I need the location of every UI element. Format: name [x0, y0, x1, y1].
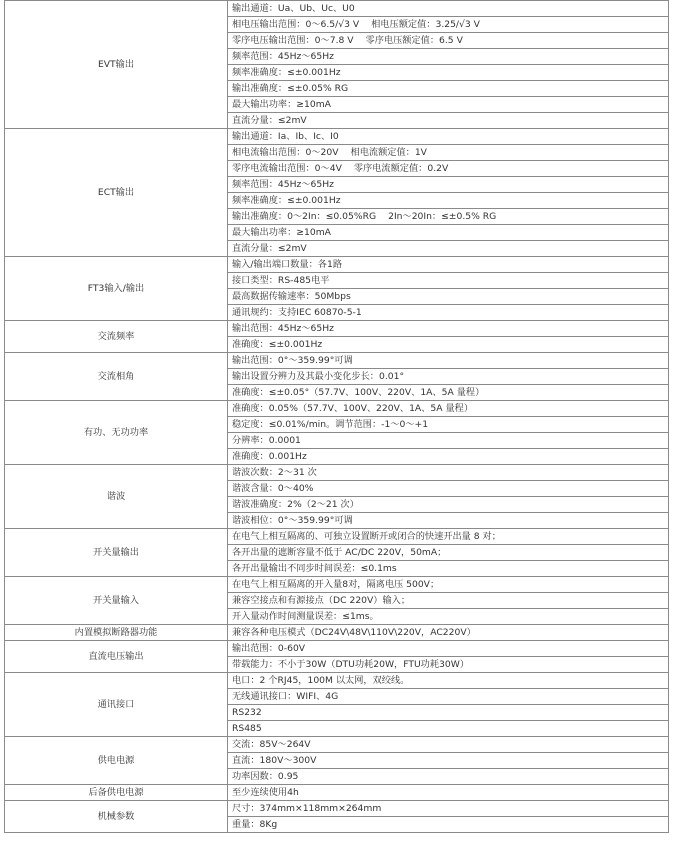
spec-value: 在电气上相互隔离的、可独立设置断开或闭合的快速开出量 8 对；: [232, 531, 501, 542]
spec-category: 直流电压输出: [5, 641, 228, 673]
spec-value-cell: [228, 705, 669, 721]
spec-value: 输入/输出端口数量：各1路: [232, 259, 343, 270]
spec-value: 兼容各种电压模式（DC24V\48V\110V\220V，AC220V）: [232, 627, 476, 638]
spec-value: 频率准确度：≤±0.001Hz: [232, 195, 341, 206]
spec-value-cell: [228, 801, 669, 817]
spec-value: 最大输出功率：≥10mA: [232, 227, 331, 238]
spec-value: 分辨率：0.0001: [232, 435, 301, 446]
spec-value-cell: [228, 1, 669, 17]
spec-value-cell: [228, 337, 669, 353]
spec-value-cell: [228, 641, 669, 657]
spec-value-cell: [228, 465, 669, 481]
spec-value-cell: [228, 497, 669, 513]
spec-row: [5, 529, 669, 545]
spec-row: [5, 737, 669, 753]
spec-table: [4, 0, 669, 833]
spec-category: 通讯接口: [5, 673, 228, 737]
spec-value-cell: [228, 593, 669, 609]
spec-value-cell: [228, 433, 669, 449]
spec-value: 零序电流额定值：0.2V: [353, 163, 449, 174]
spec-value: 通讯规约：支持IEC 60870-5-1: [232, 307, 362, 318]
spec-value: 输出范围：0°～359.99°可调: [232, 355, 353, 366]
spec-row: [5, 577, 669, 593]
spec-category: 开关量输入: [5, 577, 228, 625]
spec-value-cell: [228, 577, 669, 593]
spec-value: 兼容空接点和有源接点（DC 220V）输入；: [232, 595, 411, 606]
spec-value: 直流：180V～300V: [232, 755, 317, 766]
spec-value-cell: [228, 145, 669, 161]
spec-value-cell: [228, 241, 669, 257]
spec-value: 输出范围：0-60V: [232, 643, 306, 654]
spec-category: 开关量输出: [5, 529, 228, 577]
spec-value: 频率范围：45Hz～65Hz: [232, 179, 334, 190]
spec-value: 相电压额定值：3.25/√3 V: [371, 19, 480, 30]
spec-value: 零序电压额定值：6.5 V: [365, 35, 463, 46]
spec-value: 相电流输出范围：0～20V: [232, 147, 339, 158]
spec-value-cell: [228, 769, 669, 785]
spec-category: 后备供电电源: [5, 785, 228, 801]
spec-value-cell: [228, 305, 669, 321]
spec-category: ECT输出: [5, 129, 228, 257]
spec-row: [5, 257, 669, 273]
spec-value: 输出范围：45Hz～65Hz: [232, 323, 334, 334]
spec-value: RS485: [232, 723, 262, 734]
spec-value-cell: [228, 609, 669, 625]
spec-value-cell: [228, 545, 669, 561]
spec-table-body: [5, 1, 669, 833]
spec-value-cell: [228, 673, 669, 689]
spec-value: 准确度：≤±0.05°（57.7V、100V、220V、1A、5A 量程）: [232, 387, 485, 398]
spec-value: 谐波相位：0°～359.99°可调: [232, 515, 353, 526]
spec-value-cell: [228, 49, 669, 65]
spec-value-cell: [228, 753, 669, 769]
spec-value-cell: [228, 721, 669, 737]
spec-row: [5, 641, 669, 657]
spec-value-cell: [228, 561, 669, 577]
spec-category: 谐波: [5, 465, 228, 529]
spec-value-cell: [228, 225, 669, 241]
spec-value: 输出通道：Ia、Ib、Ic、I0: [232, 131, 339, 142]
spec-value: 谐波含量：0～40%: [232, 483, 314, 494]
spec-value: 带载能力：不小于30W（DTU功耗20W，FTU功耗30W）: [232, 659, 470, 670]
spec-value-cell: [228, 65, 669, 81]
spec-value: 直流分量：≤2mV: [232, 115, 307, 126]
spec-value-cell: [228, 785, 669, 801]
spec-value-cell: [228, 17, 669, 33]
spec-category: 内置模拟断路器功能: [5, 625, 228, 641]
spec-value: 交流：85V～264V: [232, 739, 311, 750]
spec-value: 直流分量：≤2mV: [232, 243, 307, 254]
spec-value: 准确度：0.001Hz: [232, 451, 307, 462]
spec-value: RS232: [232, 707, 262, 718]
spec-category: 交流频率: [5, 321, 228, 353]
spec-value-cell: [228, 417, 669, 433]
spec-value: 开入量动作时间测量误差：≤1ms。: [232, 611, 379, 622]
spec-value-cell: [228, 625, 669, 641]
spec-value-cell: [228, 161, 669, 177]
spec-value: 无线通讯接口：WIFI、4G: [232, 691, 339, 702]
spec-value-cell: [228, 449, 669, 465]
spec-value-cell: [228, 193, 669, 209]
spec-value-cell: [228, 529, 669, 545]
spec-value: 最大输出功率：≥10mA: [232, 99, 331, 110]
spec-value: 各开出量的遮断容量不低于 AC/DC 220V，50mA；: [232, 547, 447, 558]
spec-value-cell: [228, 113, 669, 129]
spec-value: 输出设置分辨力及其最小变化步长：0.01°: [232, 371, 405, 382]
spec-value: 稳定度：≤0.01%/min。调节范围：-1～0～+1: [232, 419, 429, 430]
spec-value: 输出准确度：0～2In：≤0.05%RG: [232, 211, 377, 222]
spec-value-cell: [228, 257, 669, 273]
spec-value-cell: [228, 385, 669, 401]
spec-value: 相电压输出范围：0～6.5/√3 V: [232, 19, 360, 30]
spec-value-cell: [228, 81, 669, 97]
spec-value-cell: [228, 353, 669, 369]
spec-value-cell: [228, 97, 669, 113]
spec-value: 重量：8Kg: [232, 819, 278, 830]
spec-row: [5, 401, 669, 417]
spec-value: 相电流额定值：1V: [350, 147, 427, 158]
spec-value: 尺寸：374mm×118mm×264mm: [232, 803, 382, 814]
spec-row: [5, 1, 669, 17]
spec-value: 2In～20In：≤±0.5% RG: [388, 211, 497, 222]
spec-value-cell: [228, 273, 669, 289]
spec-value: 在电气上相互隔离的开入量8对，隔离电压 500V；: [232, 579, 440, 590]
spec-row: [5, 673, 669, 689]
spec-category: 供电电源: [5, 737, 228, 785]
spec-value: 零序电流输出范围：0～4V: [232, 163, 342, 174]
spec-value: 功率因数：0.95: [232, 771, 299, 782]
spec-value: 至少连续使用4h: [232, 787, 299, 798]
spec-row: [5, 801, 669, 817]
spec-value: 谐波次数：2～31 次: [232, 467, 317, 478]
spec-value-cell: [228, 289, 669, 305]
spec-category: EVT输出: [5, 1, 228, 129]
spec-row: [5, 321, 669, 337]
spec-category: 交流相角: [5, 353, 228, 401]
spec-value-cell: [228, 33, 669, 49]
spec-value: 准确度：0.05%（57.7V、100V、220V、1A、5A 量程）: [232, 403, 474, 414]
spec-value-cell: [228, 401, 669, 417]
spec-category: FT3输入/输出: [5, 257, 228, 321]
spec-value: 接口类型：RS-485电平: [232, 275, 330, 286]
spec-value: 各开出量输出不同步时间误差：≤0.1ms: [232, 563, 397, 574]
spec-row: [5, 625, 669, 641]
spec-value: 输出通道：Ua、Ub、Uc、U0: [232, 3, 355, 14]
spec-value-cell: [228, 817, 669, 833]
spec-category: 有功、无功功率: [5, 401, 228, 465]
spec-row: [5, 465, 669, 481]
spec-value-cell: [228, 369, 669, 385]
spec-category: 机械参数: [5, 801, 228, 833]
spec-value-cell: [228, 689, 669, 705]
spec-row: [5, 785, 669, 801]
spec-value-cell: [228, 513, 669, 529]
spec-value-cell: [228, 209, 669, 225]
spec-value-cell: [228, 177, 669, 193]
spec-value-cell: [228, 657, 669, 673]
spec-value: 输出准确度：≤±0.05% RG: [232, 83, 349, 94]
spec-value: 谐波准确度：2%（2～21 次）: [232, 499, 359, 510]
spec-row: [5, 129, 669, 145]
spec-value: 电口：2 个RJ45，100M 以太网，双绞线。: [232, 675, 410, 686]
spec-value: 频率准确度：≤±0.001Hz: [232, 67, 341, 78]
spec-value-cell: [228, 481, 669, 497]
spec-value: 最高数据传输速率：50Mbps: [232, 291, 351, 302]
spec-value: 准确度：≤±0.001Hz: [232, 339, 323, 350]
spec-value-cell: [228, 737, 669, 753]
spec-value-cell: [228, 321, 669, 337]
spec-value-cell: [228, 129, 669, 145]
spec-value: 频率范围：45Hz～65Hz: [232, 51, 334, 62]
spec-row: [5, 353, 669, 369]
spec-value: 零序电压输出范围：0～7.8 V: [232, 35, 354, 46]
